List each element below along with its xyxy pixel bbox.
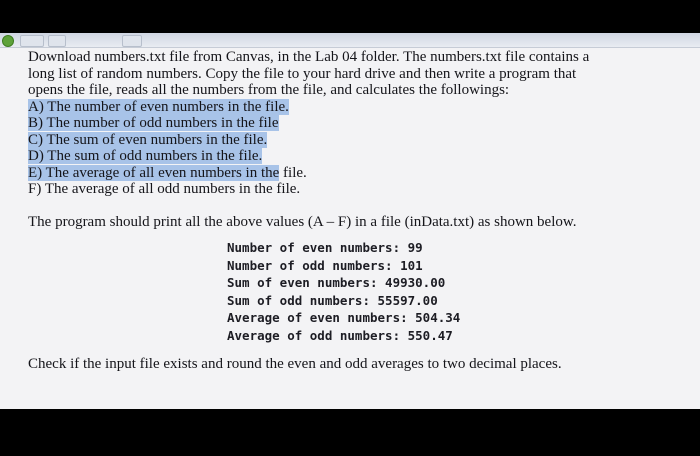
requirement-list: [28, 99, 678, 198]
toolbar-button[interactable]: [20, 35, 44, 47]
list-item: [28, 115, 678, 132]
output-line: Sum of odd numbers: 55597.00: [227, 292, 438, 308]
highlighted-text[interactable]: E) The average of all even numbers in the: [28, 164, 280, 181]
highlighted-text[interactable]: A) The number of even numbers in the file.: [28, 98, 289, 115]
output-line: Sum of even numbers: 49930.00: [227, 275, 446, 291]
toolbar: [0, 33, 700, 48]
list-item: [28, 99, 678, 116]
toolbar-button[interactable]: [48, 35, 66, 47]
instruction-text: The program should print all the above values (A – F) in a file (inData.txt) as shown below.: [28, 213, 577, 230]
app-icon[interactable]: [2, 35, 14, 47]
output-line: Number of odd numbers: 101: [227, 257, 423, 273]
highlighted-text[interactable]: D) The sum of odd numbers in the file.: [28, 148, 263, 164]
intro-line: long list of random numbers. Copy the file to your hard drive and then write a program that: [28, 65, 577, 82]
list-item-tail: file.: [279, 164, 307, 181]
document-body: [28, 49, 678, 372]
closing-text: Check if the input file exists and round the even and odd averages to two decimal places.: [28, 355, 562, 372]
list-item: [28, 165, 678, 182]
list-item: [28, 181, 678, 198]
intro-paragraph: [28, 49, 678, 99]
intro-line: Download numbers.txt file from Canvas, in the Lab 04 folder. The numbers.txt file contains a: [28, 49, 590, 65]
sample-output: [227, 239, 678, 345]
output-line: Average of even numbers: 504.34: [227, 310, 461, 326]
intro-line: opens the file, reads all the numbers from the file, and calculates the followings:: [28, 82, 510, 98]
highlighted-text[interactable]: C) The sum of even numbers in the file.: [28, 131, 268, 148]
output-line: Number of even numbers: 99: [227, 240, 423, 255]
toolbar-button[interactable]: [122, 35, 142, 47]
output-line: Average of odd numbers: 550.47: [227, 327, 453, 343]
highlighted-text[interactable]: B) The number of odd numbers in the file: [28, 115, 279, 131]
document-screen: [0, 33, 700, 409]
list-item: [28, 132, 678, 149]
list-item-text: F) The average of all odd numbers in the file.: [28, 181, 301, 197]
list-item: [28, 148, 678, 165]
